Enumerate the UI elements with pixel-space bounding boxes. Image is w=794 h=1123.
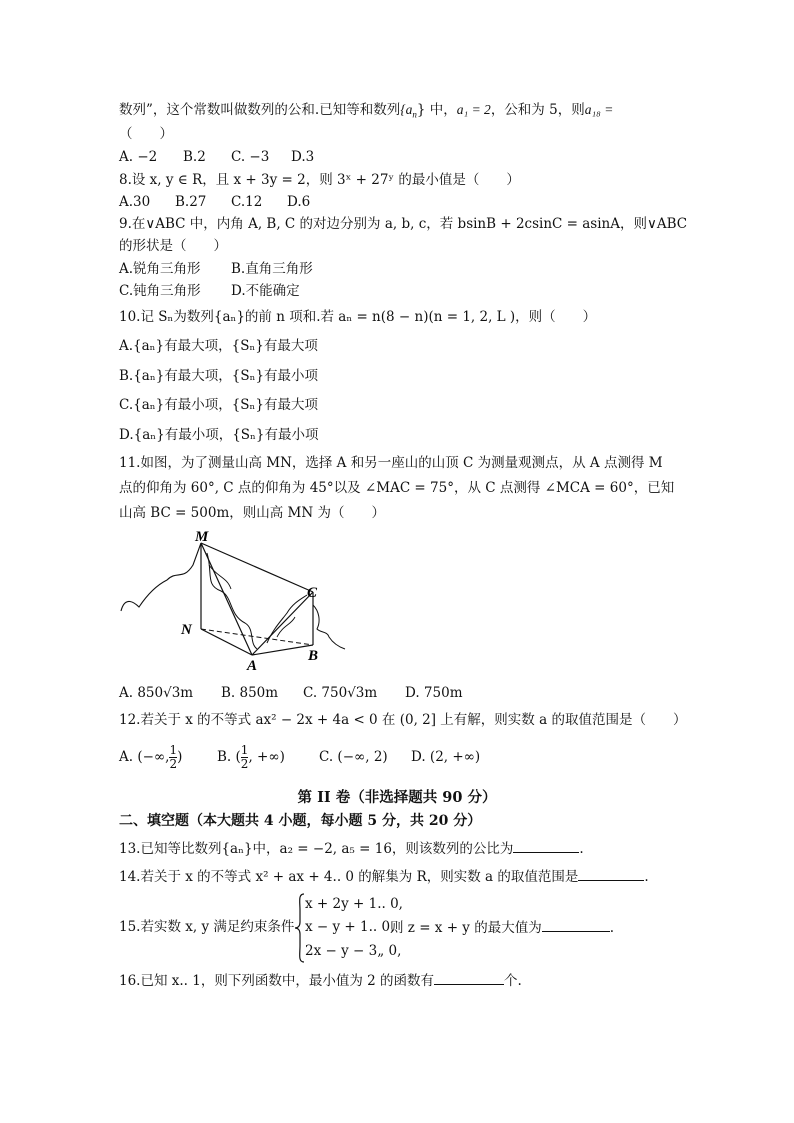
q16-end: 个. bbox=[504, 973, 522, 989]
q11-stem-2: 点的仰角为 60°, C 点的仰角为 45°以及 ∠MAC = 75°，从 C 点测得 ∠MCA = 60°，已知 bbox=[119, 480, 675, 496]
q15-constraint-3: 2x − y − 3„ 0, bbox=[305, 943, 402, 959]
fill-in-section-title: 二、填空题（本大题共 4 小题，每小题 5 分，共 20 分） bbox=[119, 813, 482, 829]
q8-stem: 8.设 x, y ∈ R，且 x + 3y = 2，则 3ˣ + 27ʸ 的最小值是（ ） bbox=[119, 172, 520, 188]
q12-option-b-right: , +∞) bbox=[248, 749, 285, 765]
q7-option-c[interactable]: C. −3 bbox=[231, 149, 270, 165]
label-m: M bbox=[195, 529, 209, 545]
q7-option-a[interactable]: A. −2 bbox=[119, 149, 158, 165]
q11-option-a[interactable]: A. 850√3m bbox=[119, 685, 194, 701]
q11-option-c[interactable]: C. 750√3m bbox=[303, 685, 378, 701]
q12-option-a-left: (−∞, bbox=[137, 749, 170, 765]
right-mountain-outline bbox=[313, 605, 345, 649]
left-mountain-outline bbox=[121, 543, 201, 611]
q12-options bbox=[119, 742, 480, 772]
fraction-denominator: 2 bbox=[169, 757, 178, 771]
q12-stem: 12.若关于 x 的不等式 ax² − 2x + 4a < 0 在 (0, 2] 上有解，则实数 a 的取值范围是（ ） bbox=[119, 712, 687, 728]
q11-stem-3: 山高 BC = 500m，则山高 MN 为（ ） bbox=[119, 505, 385, 521]
q7-options bbox=[119, 147, 314, 167]
q7-stem-line bbox=[119, 100, 613, 125]
q7-seq: {a bbox=[400, 102, 413, 117]
part2-heading: 第 II 卷（非选择题共 90 分） bbox=[297, 789, 497, 806]
q9-stem: 9.在∨ABC 中，内角 A, B, C 的对边分别为 a, b, c，若 bsinB + 2csinC = asinA，则∨ABC bbox=[119, 216, 688, 232]
q12-option-a-right: ) bbox=[177, 749, 183, 765]
label-c: C bbox=[307, 585, 318, 601]
q15-answer-blank[interactable] bbox=[542, 917, 610, 932]
q7-tail: ，公和为 5，则 bbox=[490, 102, 585, 118]
q8-option-d[interactable]: D.6 bbox=[287, 194, 311, 210]
q12-option-b-left: ( bbox=[235, 749, 241, 765]
q8-option-a[interactable]: A.30 bbox=[119, 194, 151, 210]
q10-option-c[interactable]: C.{aₙ}有最小项，{Sₙ}有最大项 bbox=[119, 397, 318, 413]
q15-end: . bbox=[609, 920, 615, 936]
q15-constraint-1: x + 2y + 1.. 0, bbox=[305, 896, 403, 912]
q10-option-b[interactable]: B.{aₙ}有最大项，{Sₙ}有最小项 bbox=[119, 368, 319, 384]
q12-option-c[interactable]: C. (−∞, 2) bbox=[319, 749, 388, 765]
q12-option-a-fraction bbox=[169, 744, 177, 771]
q12-option-b[interactable] bbox=[217, 742, 319, 772]
q10-option-d[interactable]: D.{aₙ}有最小项，{Sₙ}有最小项 bbox=[119, 427, 319, 443]
edge-ab bbox=[252, 645, 313, 655]
q7-seq-close: } bbox=[416, 102, 426, 118]
mountain-figure bbox=[117, 525, 357, 680]
q9-option-d[interactable]: D.不能确定 bbox=[231, 283, 300, 299]
q9-option-b[interactable]: B.直角三角形 bbox=[231, 261, 313, 277]
q8-option-c[interactable]: C.12 bbox=[231, 194, 263, 210]
q9-option-a[interactable]: A.锐角三角形 bbox=[119, 261, 201, 277]
q14-line bbox=[119, 866, 649, 887]
q14-answer-blank[interactable] bbox=[578, 866, 644, 881]
q10-stem: 10.记 Sₙ为数列{aₙ}的前 n 项和.若 aₙ = n(8 − n)(n = 1, 2, L )，则（ ） bbox=[119, 309, 597, 325]
q11-options bbox=[119, 683, 463, 703]
q12-option-a[interactable] bbox=[119, 742, 217, 772]
q14-end: . bbox=[644, 869, 649, 885]
q11-stem-1: 11.如图，为了测量山高 MN，选择 A 和另一座山的山顶 C 为测量观测点，从 A 点测得 M bbox=[119, 455, 663, 471]
q7-a18: a₁₈ = bbox=[584, 102, 614, 117]
q15-constraint-2: x − y + 1.. 0, bbox=[305, 919, 395, 935]
q7-paren: （ ） bbox=[119, 126, 173, 142]
q15-tail: 则 z = x + y 的最大值为 bbox=[390, 920, 542, 936]
q7-seq-sub: n bbox=[412, 109, 417, 120]
q12-option-b-label: B. bbox=[217, 749, 232, 765]
q16-stem: 16.已知 x.. 1，则下列函数中，最小值为 2 的函数有 bbox=[119, 973, 435, 989]
q9-option-c[interactable]: C.钝角三角形 bbox=[119, 283, 201, 299]
q9-stem-2: 的形状是（ ） bbox=[119, 238, 227, 254]
fraction-numerator: 1 bbox=[169, 743, 178, 757]
q14-stem: 14.若关于 x 的不等式 x² + ax + 4.. 0 的解集为 R，则实数 a 的取值范围是 bbox=[119, 869, 579, 885]
q12-option-a-label: A. bbox=[119, 749, 134, 765]
q11-option-b[interactable]: B. 850m bbox=[221, 685, 279, 701]
label-a: A bbox=[247, 658, 258, 674]
q13-answer-blank[interactable] bbox=[513, 838, 579, 853]
q15-tail-line bbox=[390, 917, 614, 938]
q13-end: . bbox=[579, 841, 584, 857]
fraction-numerator: 1 bbox=[240, 743, 249, 757]
q7-text: 数列”，这个常数叫做数列的公和.已知等和数列 bbox=[119, 102, 401, 118]
q10-option-a[interactable]: A.{aₙ}有最大项，{Sₙ}有最大项 bbox=[119, 338, 318, 354]
q16-line bbox=[119, 970, 522, 991]
label-b: B bbox=[308, 648, 319, 664]
q7-a1: a₁ = 2 bbox=[456, 102, 491, 117]
q15-stem: 15.若实数 x, y 满足约束条件 bbox=[119, 919, 295, 935]
q8-options bbox=[119, 192, 310, 212]
label-n: N bbox=[181, 622, 192, 638]
m-mountain-contour bbox=[207, 553, 257, 649]
q16-answer-blank[interactable] bbox=[434, 970, 504, 985]
q8-option-b[interactable]: B.27 bbox=[175, 194, 207, 210]
q13-line bbox=[119, 838, 584, 859]
edge-mc bbox=[201, 543, 313, 592]
q7-option-b[interactable]: B.2 bbox=[183, 149, 206, 165]
q7-option-d[interactable]: D.3 bbox=[291, 149, 315, 165]
q9-options-row1 bbox=[119, 259, 313, 279]
fraction-denominator: 2 bbox=[240, 757, 249, 771]
q9-options-row2 bbox=[119, 281, 300, 301]
edge-ac bbox=[252, 592, 313, 655]
q7-mid: 中， bbox=[425, 102, 457, 118]
q12-option-d[interactable]: D. (2, +∞) bbox=[411, 749, 481, 765]
q13-stem: 13.已知等比数列{aₙ}中，a₂ = −2, a₅ = 16，则该数列的公比为 bbox=[119, 841, 514, 857]
q11-option-d[interactable]: D. 750m bbox=[405, 685, 463, 701]
